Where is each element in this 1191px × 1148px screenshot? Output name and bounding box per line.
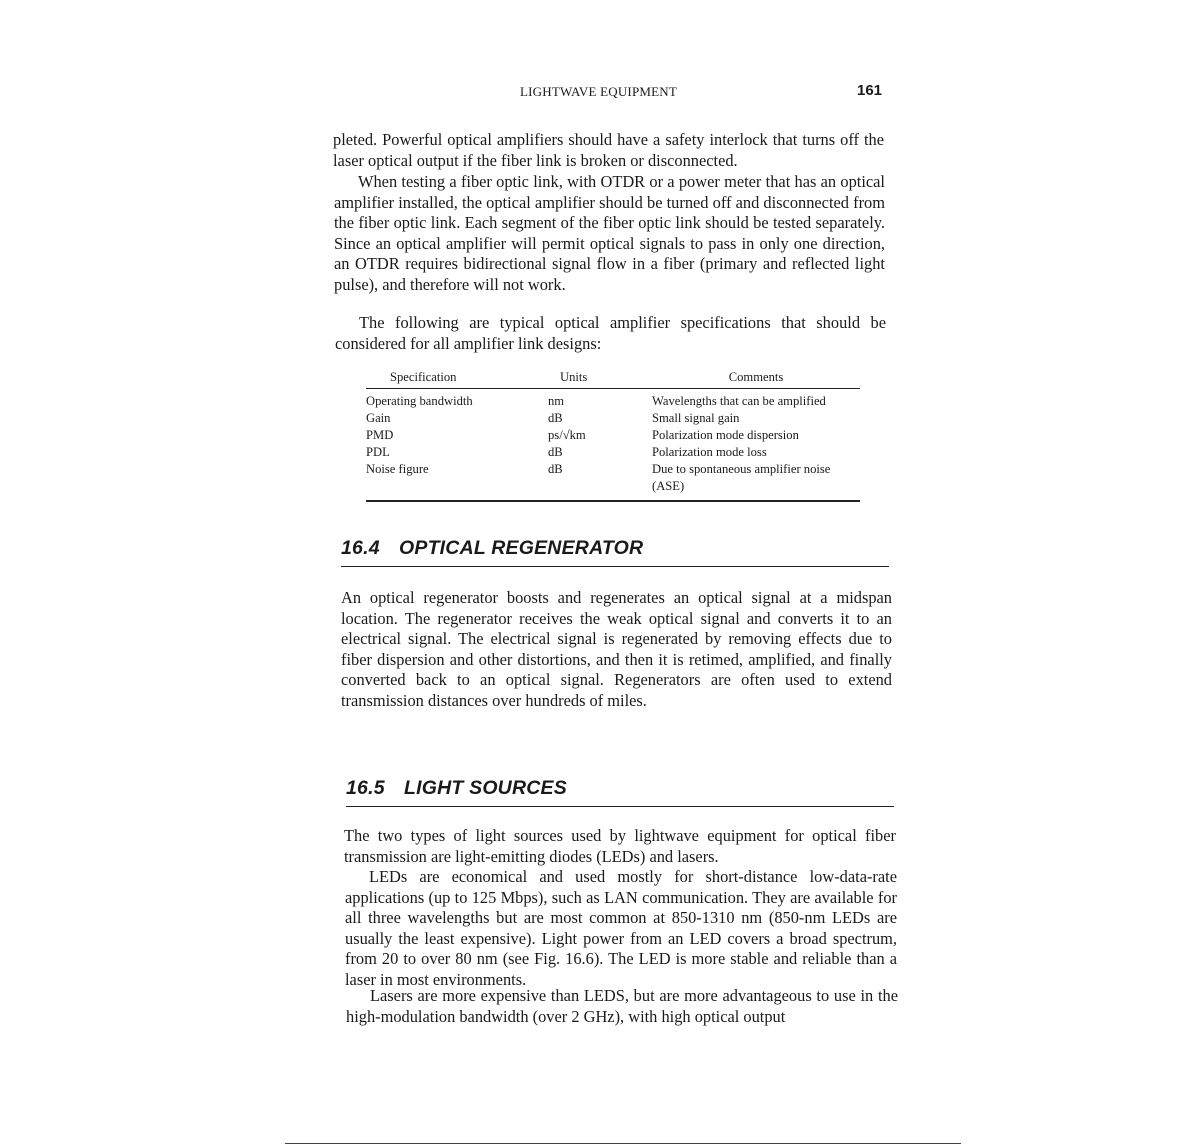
table-cell: Noise figure	[366, 462, 429, 476]
paragraph-light-sources-intro: The two types of light sources used by lightwave equipment for optical fiber transmission are light-emitting diodes (LEDs) and lasers.	[344, 826, 896, 866]
table-row	[366, 444, 860, 461]
table-cell: Due to spontaneous amplifier noise (ASE)	[652, 462, 831, 493]
section-number: 16.4	[341, 537, 380, 559]
section-title: OPTICAL REGENERATOR	[399, 537, 644, 559]
table-row	[366, 389, 860, 411]
table-cell: ps/√km	[548, 428, 586, 442]
table-cell: Polarization mode dispersion	[652, 428, 799, 442]
table-cell: dB	[548, 445, 563, 459]
table-cell: Gain	[366, 411, 391, 425]
table-cell: dB	[548, 462, 563, 476]
page-header	[0, 82, 1191, 102]
table-cell: Operating bandwidth	[366, 394, 473, 408]
paragraph-continued: pleted. Powerful optical amplifiers should have a safety interlock that turns off the laser optical output if the fiber link is broken or disconnected.	[333, 130, 884, 170]
table-cell: nm	[548, 394, 565, 408]
section-number: 16.5	[346, 777, 385, 799]
table-cell: dB	[548, 411, 563, 425]
page-number: 161	[857, 82, 883, 99]
table-header-row	[366, 370, 860, 389]
table-row	[366, 461, 860, 501]
table-header-specification: Specification	[366, 370, 548, 389]
paragraph-lasers: Lasers are more expensive than LEDS, but are more advantageous to use in the high-modulation bandwidth (over 2 GHz), with high optical output	[346, 986, 898, 1026]
table-cell: Polarization mode loss	[652, 445, 767, 459]
paragraph-testing: When testing a fiber optic link, with OTDR or a power meter that has an optical amplifier installed, the optical amplifier should be turned off and disconnected from the fiber optic link. Each segment of the fiber optic link should be tested separately. Since an optical amplifier will permit optical signals to pass in only one direction, an OTDR requires bidirectional signal flow in a fiber (primary and reflected light pulse), and therefore will not work.	[334, 172, 885, 294]
paragraph-specs-intro: The following are typical optical amplifier specifications that should be considered for all amplifier link designs:	[335, 313, 886, 353]
section-title: LIGHT SOURCES	[404, 777, 567, 799]
section-heading-light-sources	[346, 777, 894, 807]
table-cell: Wavelengths that can be amplified	[652, 394, 826, 408]
table-cell: Small signal gain	[652, 411, 740, 425]
paragraph-leds: LEDs are economical and used mostly for short-distance low-data-rate applications (up to 125 Mbps), such as LAN communication. They are available for all three wavelengths but are most common at 850-1310 nm (850-nm LEDs are usually the least expensive). Light power from an LED covers a broad spectrum, from 20 to over 80 nm (see Fig. 16.6). The LED is more stable and reliable than a laser in most environments.	[345, 867, 897, 989]
table-row	[366, 410, 860, 427]
table-row	[366, 427, 860, 444]
scan-edge-rule	[285, 1143, 961, 1144]
table-header-comments: Comments	[652, 370, 860, 389]
section-heading-regenerator	[341, 537, 889, 567]
table-cell: PDL	[366, 445, 390, 459]
paragraph-regenerator: An optical regenerator boosts and regenerates an optical signal at a midspan location. The regenerator receives the weak optical signal and converts it to an electrical signal. The electrical signal is regenerated by removing effects due to fiber dispersion and other distortions, and then it is retimed, amplified, and finally converted back to an optical signal. Regenerators are often used to extend transmission distances over hundreds of miles.	[341, 588, 892, 710]
amplifier-spec-table	[366, 370, 860, 502]
running-head: LIGHTWAVE EQUIPMENT	[520, 84, 678, 99]
table-cell: PMD	[366, 428, 394, 442]
table-header-units: Units	[548, 370, 652, 389]
